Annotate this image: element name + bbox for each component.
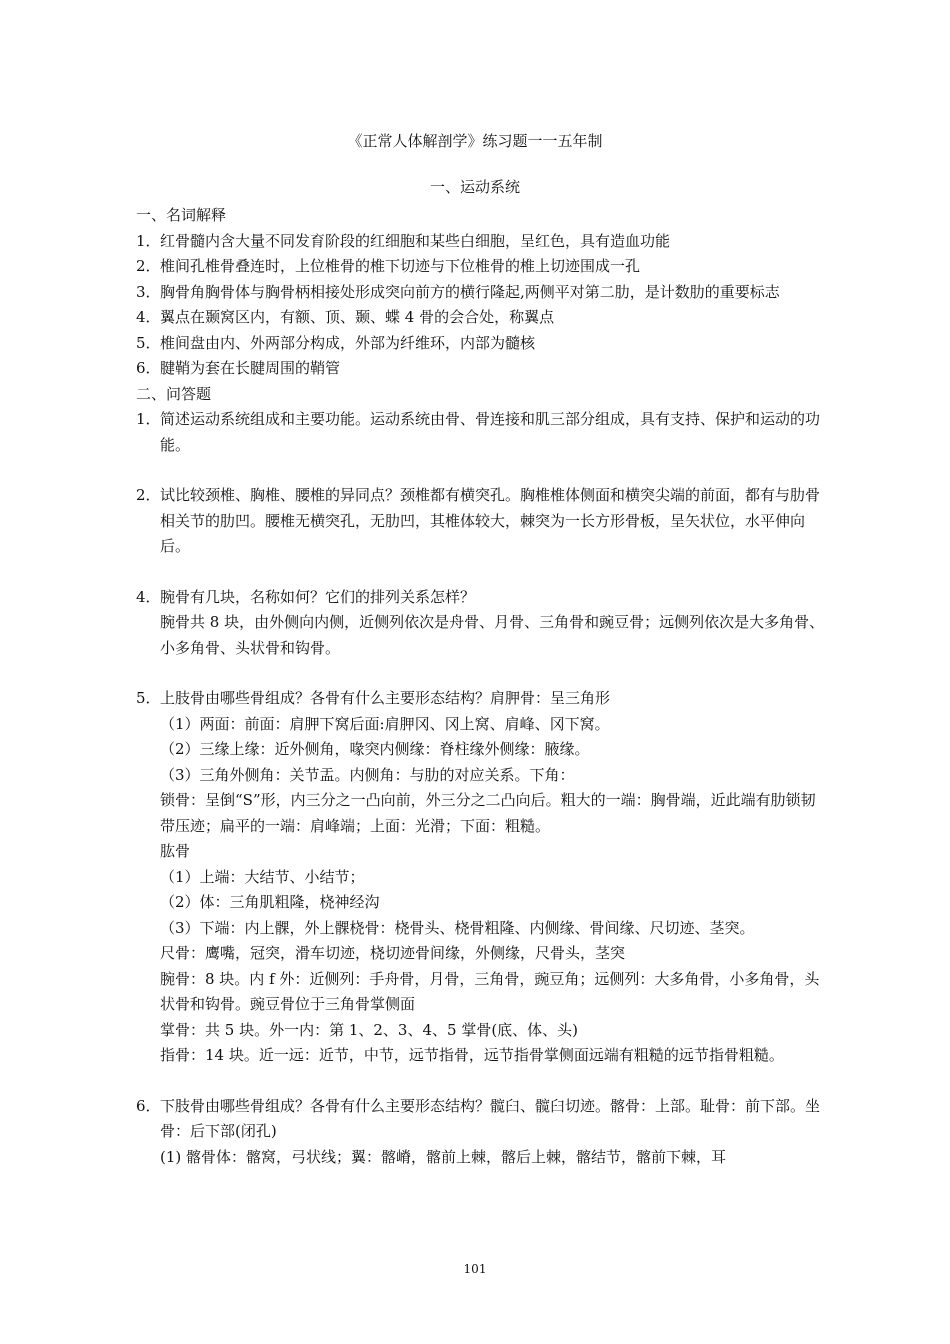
definition-item (136, 280, 826, 306)
document-title: 《正常人体解剖学》练习题一一五年制 (347, 132, 603, 150)
question-text: 上肢骨由哪些骨组成？各骨有什么主要形态结构？肩胛骨：呈三角形 (160, 689, 611, 707)
item-number: 4． (136, 587, 161, 606)
item-number: 2． (136, 257, 161, 275)
definition-item (136, 305, 826, 331)
answer-line: （3）下端：内上髁，外上髁桡骨：桡骨头、桡骨粗隆、内侧缘、骨间缘、尺切迹、茎突。 (160, 918, 755, 937)
item-text: 翼点在颞窝区内，有额、顶、颞、蝶 4 骨的会合处，称翼点 (160, 308, 555, 326)
question-1 (136, 407, 826, 458)
question-text: 试比较颈椎、胸椎、腰椎的异同点？颈椎都有横突孔。胸椎椎体侧面和横突尖端的前面，都有与肋骨相关节的肋凹。腰椎无横突孔，无肋凹，其椎体较大，棘突为一长方形骨板，呈矢状位，水平伸向后。 (160, 486, 821, 555)
item-number: 5． (136, 333, 161, 352)
answer-line: 肱骨 (160, 842, 191, 860)
item-text: 腱鞘为套在长腱周围的鞘管 (160, 359, 341, 377)
document-body (136, 203, 826, 1170)
answer-text: 腕骨共 8 块，由外侧向内侧，近侧列依次是舟骨、月骨、三角骨和豌豆骨；远侧列依次是大多角骨、小多角骨、头状骨和钩骨。 (160, 613, 825, 657)
item-text: 椎间盘由内、外两部分构成，外部为纤维环，内部为髓核 (160, 333, 536, 352)
question-6 (136, 1094, 826, 1171)
item-text: 椎间孔椎骨叠连时，上位椎骨的椎下切迹与下位椎骨的椎上切迹围成一孔 (160, 257, 641, 275)
question-text: 腕骨有几块，名称如何？它们的排列关系怎样？ (160, 587, 476, 606)
question-text: 简述运动系统组成和主要功能。运动系统由骨、骨连接和肌三部分组成，具有支持、保护和运动的功能。 (160, 410, 821, 454)
question-text: 下肢骨由哪些骨组成？各骨有什么主要形态结构？髋臼、髋臼切迹。髂骨：上部。耻骨：前下部。坐骨：后下部(闭孔) (160, 1096, 821, 1140)
item-number: 1． (136, 410, 161, 428)
section-heading-questions: 二、问答题 (136, 384, 212, 403)
answer-line: 掌骨：共 5 块。外一内：第 1、2、3、4、5 掌骨(底、体、头) (160, 1020, 579, 1039)
definition-item (136, 229, 826, 255)
item-text: 胸骨角胸骨体与胸骨柄相接处形成突向前方的横行隆起,两侧平对第二肋，是计数肋的重要标志 (160, 282, 780, 301)
definition-item (136, 331, 826, 357)
question-4 (136, 585, 826, 662)
chapter-heading: 一、运动系统 (429, 178, 520, 196)
answer-line: 锁骨：呈倒“S”形，内三分之一凸向前，外三分之二凸向后。粗大的一端：胸骨端，近此端有肋锁韧带压迹；扁平的一端：肩峰端；上面：光滑；下面：粗糙。 (160, 791, 816, 835)
question-5 (136, 686, 826, 1069)
item-number: 1． (136, 231, 161, 250)
item-number: 5． (136, 689, 161, 707)
page-number: 101 (463, 1262, 487, 1276)
answer-line: 尺骨：鹰嘴，冠突，滑车切迹，桡切迹骨间缘，外侧缘，尺骨头，茎突 (160, 944, 626, 962)
answer-line: （1）两面：前面：肩胛下窝后面:肩胛冈、冈上窝、肩峰、冈下窝。 (160, 714, 610, 733)
item-number: 6． (136, 1096, 161, 1115)
item-number: 2． (136, 486, 161, 504)
item-text: 红骨髓内含大量不同发育阶段的红细胞和某些白细胞，呈红色，具有造血功能 (160, 231, 671, 250)
item-number: 6． (136, 359, 161, 377)
item-number: 4． (136, 308, 161, 326)
answer-line: （3）三角外侧角：关节盂。内侧角：与肋的对应关系。下角： (160, 765, 575, 784)
answer-line: (1) 髂骨体：髂窝，弓状线；翼：髂嵴，髂前上棘，髂后上棘，髂结节，髂前下棘，耳 (160, 1147, 727, 1166)
answer-line: 指骨：14 块。近一远：近节，中节，远节指骨，远节指骨掌侧面远端有粗糙的远节指骨粗糙。 (160, 1046, 784, 1064)
answer-line: （2）三缘上缘：近外侧角，喙突内侧缘：脊柱缘外侧缘：腋缘。 (160, 740, 590, 758)
answer-line: （2）体：三角肌粗隆，桡神经沟 (160, 893, 380, 911)
answer-line: （1）上端：大结节、小结节； (160, 867, 365, 886)
question-2 (136, 483, 826, 560)
answer-line: 腕骨：8 块。内 f 外：近侧列：手舟骨，月骨，三角骨，豌豆角；远侧列：大多角骨，小多角骨，头状骨和钩骨。豌豆骨位于三角骨掌侧面 (160, 969, 820, 1013)
definition-item (136, 356, 826, 382)
item-number: 3． (136, 282, 161, 301)
definition-item (136, 254, 826, 280)
section-heading-definitions: 一、名词解释 (136, 206, 227, 224)
